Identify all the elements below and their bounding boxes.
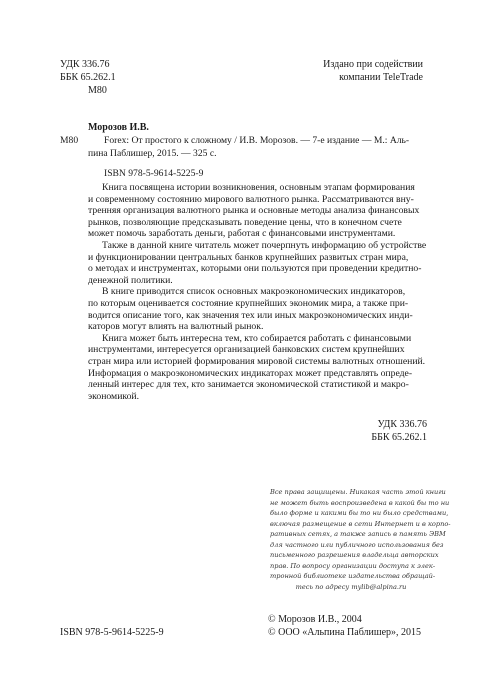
- bibliographic-description: [88, 134, 410, 160]
- annotation-line: инструментами, интересуется организацией банковских систем крупнейших: [88, 344, 405, 356]
- annotation-line: Также в данной книге читатель может почерпнуть информацию об устройстве: [102, 239, 427, 251]
- publisher-note: [323, 58, 423, 84]
- rights-line: ративных сетях, а также запись в память ЭВМ: [270, 530, 446, 538]
- bbk-code: ББК 65.262.1: [371, 431, 427, 443]
- annotation-paragraph: [88, 240, 428, 286]
- annotation-line: тренняя организация валютного рынка и основные методы анализа финансовых: [88, 205, 420, 217]
- annotation-line: Информация о макроэкономических индикаторах может представлять опреде-: [88, 367, 413, 379]
- author-mark: М80: [88, 85, 107, 96]
- margin-author-mark: М80: [60, 135, 79, 146]
- annotation-line: В книге приводится список основных макроэкономических индикаторов,: [102, 286, 406, 298]
- rights-line: было форме и какими бы то ни было средствами,: [270, 509, 449, 517]
- rights-line: прав. По вопросу организации доступа к элек-: [270, 561, 436, 570]
- annotation-line: рынков, позволяющие предсказывать поведение цены, что в конечном счете: [88, 216, 402, 228]
- annotation-paragraph: [88, 333, 428, 403]
- rights-line: тесь по адресу mylib@alpina.ru: [295, 582, 407, 591]
- copyright-block: [268, 614, 421, 639]
- annotation-line: по которым оценивается состояние крупнейших экономик мира, а также при-: [88, 297, 409, 309]
- classification-codes: [371, 419, 427, 444]
- annotation-line: ленный интерес для тех, кто занимается экономической статистикой и макро-: [88, 379, 409, 391]
- annotation-line: экономикой.: [88, 390, 140, 402]
- classification-block: [60, 58, 116, 97]
- annotation-line: о методах и инструментах, которыми они пользуются при проведении кредитно-: [88, 263, 422, 275]
- annotation-paragraph: [88, 286, 428, 332]
- annotation-line: стран мира или историей формирования мировой системы валютных отношений.: [88, 355, 426, 367]
- rights-line: включая размещение в сети Интернет и в корпо-: [270, 519, 451, 528]
- publisher-note-line1: Издано при содействии: [323, 59, 423, 70]
- annotation-line: Книга посвящена истории возникновения, основным этапам формирования: [102, 182, 415, 193]
- annotation-line: может помочь заработать деньги, работая с финансовыми инструментами.: [88, 228, 396, 240]
- copyright-author: © Морозов И.В., 2004: [268, 614, 362, 625]
- bibliographic-line: Forex: От простого к сложному / И.В. Морозов. — 7-е издание — М.: Аль-: [104, 135, 410, 146]
- rights-line: не может быть воспроизведена в какой бы то ни: [270, 498, 450, 507]
- annotation-line: и функционировании центральных банков крупнейших развитых стран мира,: [88, 251, 409, 263]
- bibliographic-line: пина Паблишер, 2015. — 325 с.: [88, 148, 217, 159]
- annotation-line: денежной политики.: [88, 274, 173, 286]
- rights-line: для частного или публичного использования без: [270, 540, 444, 549]
- udk-code: УДК 336.76: [60, 59, 110, 70]
- annotation-paragraph: [88, 182, 428, 240]
- footer-isbn: ISBN 978-5-9614-5225-9: [60, 627, 164, 638]
- annotation-line: и современному состоянию мирового валютного рынка. Рассматриваются вну-: [88, 193, 414, 205]
- rights-line: письменного разрешения владельца авторских: [270, 551, 439, 559]
- annotation-line: Книга может быть интересна тем, кто собирается работать с финансовыми: [102, 332, 412, 344]
- bbk-code: ББК 65.262.1: [60, 72, 116, 83]
- copyright-publisher: © ООО «Альпина Паблишер», 2015: [268, 626, 422, 638]
- publisher-note-line2: компании TeleTrade: [339, 72, 423, 83]
- annotation-line: водится описание того, как значения тех или иных макроэкономических инди-: [88, 309, 413, 321]
- annotation: [88, 182, 428, 402]
- isbn-record: ISBN 978-5-9614-5225-9: [104, 168, 204, 179]
- rights-notice: [270, 487, 451, 592]
- rights-line: Все права защищены. Никакая часть этой книги: [270, 488, 446, 496]
- udk-code: УДК 336.76: [377, 419, 427, 430]
- rights-line: тронной библиотеке издательства обращай-: [270, 572, 436, 580]
- annotation-line: каторов могут влиять на валютный рынок.: [88, 321, 264, 333]
- book-author: Морозов И.В.: [88, 122, 149, 133]
